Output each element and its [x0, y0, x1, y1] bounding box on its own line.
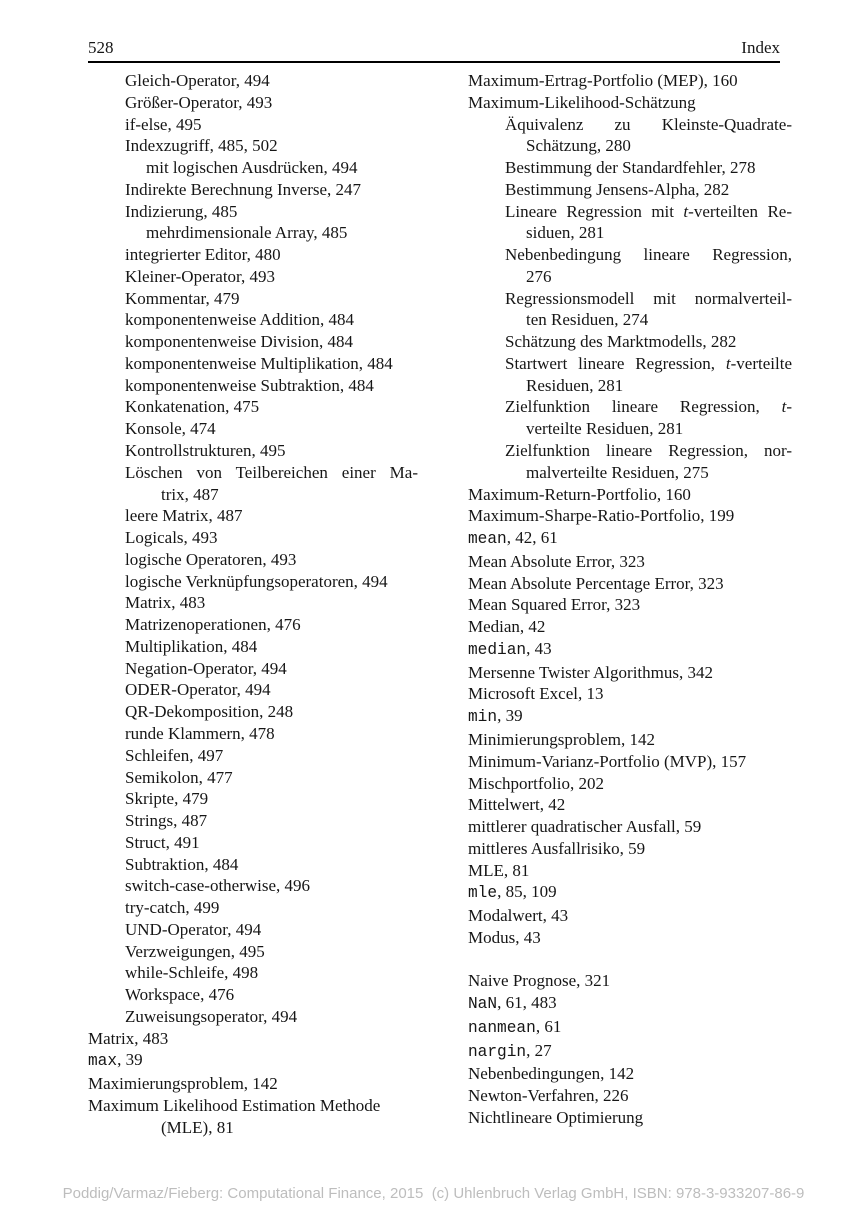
- index-line: [88, 1028, 418, 1050]
- index-line: [88, 636, 418, 658]
- index-entry-text: Modus, 43: [468, 927, 541, 947]
- index-line: [88, 353, 418, 375]
- index-entry-text: -verteilten Re-: [688, 201, 792, 221]
- index-line: [468, 1085, 792, 1107]
- watermark-footer: Poddig/Varmaz/Fieberg: Computational Finance, 2015 (c) Uhlenbruch Verlag GmbH, ISBN: 978-3-933207-86-9: [62, 1185, 805, 1202]
- index-line: [88, 70, 418, 92]
- index-entry-text: Residuen, 281: [526, 375, 624, 395]
- index-line: [88, 266, 418, 288]
- index-entry-text: Startwert lineare Regression,: [505, 353, 726, 373]
- index-line: [88, 875, 418, 897]
- index-entry-text: mit logischen Ausdrücken, 494: [146, 158, 358, 178]
- index-line: [88, 658, 418, 680]
- index-line: [88, 309, 418, 331]
- index-line: [468, 1016, 792, 1040]
- index-entry-text: Zielfunktion lineare Regression, nor-: [505, 441, 792, 461]
- index-entry-text: try-catch, 499: [125, 898, 220, 918]
- index-entry-text: Größer-Operator, 493: [125, 92, 273, 112]
- index-line: [468, 881, 792, 905]
- index-entry-text: Kommentar, 479: [125, 288, 240, 308]
- index-entry-text: MLE, 81: [468, 860, 530, 880]
- index-line: [88, 157, 418, 179]
- index-entry-text: Minimum-Varianz-Portfolio (MVP), 157: [468, 751, 747, 771]
- index-line: [468, 970, 792, 992]
- index-entry-text: Zielfunktion lineare Regression,: [505, 397, 782, 417]
- index-line: [468, 309, 792, 331]
- index-line: [88, 462, 418, 484]
- index-line: [88, 418, 418, 440]
- index-entry-text: Matrizenoperationen, 476: [125, 615, 301, 635]
- index-line: [468, 729, 792, 751]
- index-line: [88, 1117, 418, 1139]
- index-line: [468, 114, 792, 136]
- index-column-left: [88, 70, 418, 1139]
- index-line: [468, 594, 792, 616]
- index-line: [468, 662, 792, 684]
- index-line: [468, 396, 792, 418]
- index-entry-text: Indizierung, 485: [125, 201, 238, 221]
- index-entry-text: Mischportfolio, 202: [468, 773, 604, 793]
- index-entry-text: t: [725, 353, 731, 373]
- index-entry-text: , 27: [526, 1040, 552, 1060]
- index-line: [88, 1073, 418, 1095]
- code-term: mle: [468, 884, 498, 903]
- index-line: [468, 266, 792, 288]
- index-line: [468, 905, 792, 927]
- index-entry-text: Schätzung, 280: [526, 136, 631, 156]
- index-entry-text: Bestimmung der Standardfehler, 278: [505, 158, 756, 178]
- index-entry-text: Nichtlineare Optimierung: [468, 1107, 644, 1127]
- index-entry-text: , 39: [117, 1050, 143, 1070]
- index-entry-text: komponentenweise Addition, 484: [125, 310, 355, 330]
- index-line: [88, 941, 418, 963]
- index-line: [88, 788, 418, 810]
- index-line: [88, 592, 418, 614]
- index-line: [88, 1006, 418, 1028]
- index-line: [88, 484, 418, 506]
- index-line: [468, 70, 792, 92]
- index-line: [468, 794, 792, 816]
- index-entry-text: Löschen von Teilbereichen einer Ma-: [125, 462, 418, 482]
- index-line: [88, 679, 418, 701]
- index-entry-text: Gleich-Operator, 494: [125, 71, 270, 90]
- index-entry-text: Mersenne Twister Algorithmus, 342: [468, 662, 713, 682]
- index-entry-text: Konsole, 474: [125, 419, 216, 439]
- index-entry-text: mittlerer quadratischer Ausfall, 59: [468, 817, 702, 837]
- index-entry-text: Maximum Likelihood Estimation Methode: [88, 1095, 381, 1115]
- index-line: [88, 135, 418, 157]
- index-entry-text: komponentenweise Multiplikation, 484: [125, 353, 393, 373]
- code-term: nargin: [468, 1042, 527, 1061]
- index-line: [88, 396, 418, 418]
- index-line: [88, 984, 418, 1006]
- index-line: [88, 614, 418, 636]
- index-line: [88, 505, 418, 527]
- index-entry-text: Äquivalenz zu Kleinste-Quadrate-: [505, 114, 792, 134]
- index-entry-text: Subtraktion, 484: [125, 854, 239, 874]
- index-entry-text: runde Klammern, 478: [125, 723, 275, 743]
- index-entry-text: QR-Dekomposition, 248: [125, 702, 294, 722]
- index-line: [88, 179, 418, 201]
- index-line: [88, 723, 418, 745]
- index-line: [468, 288, 792, 310]
- index-line: [468, 527, 792, 551]
- index-line: [468, 201, 792, 223]
- index-entry-text: mehrdimensionale Array, 485: [146, 223, 348, 243]
- index-entry-text: leere Matrix, 487: [125, 506, 243, 526]
- index-line: [468, 1040, 792, 1064]
- index-line: [468, 353, 792, 375]
- index-entry-text: ODER-Operator, 494: [125, 680, 271, 700]
- index-line: [88, 331, 418, 353]
- index-line: [468, 992, 792, 1016]
- index-entry-text: Negation-Operator, 494: [125, 658, 287, 678]
- index-entry-text: Naive Prognose, 321: [468, 971, 611, 991]
- index-entry-text: Skripte, 479: [125, 789, 209, 809]
- header-rule: [88, 61, 780, 63]
- index-line: [468, 222, 792, 244]
- index-entry-text: Nebenbedingung lineare Regression,: [505, 245, 792, 265]
- code-term: mean: [468, 530, 507, 549]
- code-term: max: [88, 1052, 118, 1071]
- index-entry-text: , 85, 109: [497, 882, 557, 902]
- index-entry-text: Bestimmung Jensens-Alpha, 282: [505, 179, 730, 199]
- index-line: [88, 919, 418, 941]
- index-line: [468, 1063, 792, 1085]
- index-entry-text: Minimierungsproblem, 142: [468, 729, 655, 749]
- index-entry-text: Schleifen, 497: [125, 745, 224, 765]
- index-entry-text: Workspace, 476: [125, 985, 235, 1005]
- index-line: [88, 1095, 418, 1117]
- index-line: [88, 527, 418, 549]
- index-entry-text: UND-Operator, 494: [125, 919, 262, 939]
- index-entry-text: trix, 487: [161, 484, 219, 504]
- index-line: [468, 484, 792, 506]
- index-entry-text: logische Operatoren, 493: [125, 549, 297, 569]
- index-entry-text: if-else, 495: [125, 114, 202, 134]
- index-entry-text: Konkatenation, 475: [125, 397, 260, 417]
- index-entry-text: Verzweigungen, 495: [125, 941, 265, 961]
- index-line: [88, 701, 418, 723]
- index-line: [88, 571, 418, 593]
- index-line: [88, 201, 418, 223]
- index-entry-text: Mean Absolute Percentage Error, 323: [468, 573, 724, 593]
- index-line: [88, 375, 418, 397]
- code-term: nanmean: [468, 1018, 536, 1037]
- index-entry-text: Logicals, 493: [125, 528, 218, 548]
- index-entry-text: while-Schleife, 498: [125, 963, 259, 983]
- index-entry-text: Kleiner-Operator, 493: [125, 266, 276, 286]
- index-line: [468, 773, 792, 795]
- index-line: [468, 838, 792, 860]
- index-line: [88, 288, 418, 310]
- index-line: [88, 962, 418, 984]
- index-line: [88, 222, 418, 244]
- index-line: [88, 745, 418, 767]
- index-entry-text: Maximum-Return-Portfolio, 160: [468, 484, 691, 504]
- index-entry-text: Multiplikation, 484: [125, 636, 258, 656]
- index-entry-text: Maximum-Ertrag-Portfolio (MEP), 160: [468, 71, 738, 90]
- index-entry-text: komponentenweise Subtraktion, 484: [125, 375, 374, 395]
- index-entry-text: Modalwert, 43: [468, 906, 569, 926]
- index-entry-text: , 61: [535, 1016, 562, 1036]
- index-entry-text: 276: [526, 266, 552, 286]
- blank-line: [468, 949, 792, 971]
- index-line: [468, 440, 792, 462]
- index-line: [88, 832, 418, 854]
- index-entry-text: Newton-Verfahren, 226: [468, 1086, 629, 1106]
- index-line: [468, 751, 792, 773]
- index-line: [468, 573, 792, 595]
- index-line: [468, 551, 792, 573]
- index-entry-text: , 61, 483: [497, 993, 557, 1013]
- index-entry-text: Matrix, 483: [125, 593, 206, 613]
- code-term: NaN: [468, 995, 498, 1014]
- index-entry-text: logische Verknüpfungsoperatoren, 494: [125, 571, 388, 591]
- index-entry-text: Mean Squared Error, 323: [468, 595, 641, 615]
- index-entry-text: siduen, 281: [526, 223, 605, 243]
- index-entry-text: ten Residuen, 274: [526, 310, 649, 330]
- page-number: 528: [88, 38, 114, 57]
- page-header: [88, 39, 780, 56]
- index-line: [88, 549, 418, 571]
- index-entry-text: Matrix, 483: [88, 1028, 169, 1048]
- index-entry-text: , 39: [497, 706, 523, 726]
- index-entry-text: t: [683, 201, 689, 221]
- index-entry-text: Maximierungsproblem, 142: [88, 1074, 278, 1094]
- index-entry-text: , 42, 61: [506, 528, 558, 548]
- index-entry-text: t: [781, 397, 787, 417]
- index-entry-text: -: [786, 397, 792, 417]
- index-entry-text: switch-case-otherwise, 496: [125, 876, 311, 896]
- index-entry-text: Schätzung des Marktmodells, 282: [505, 332, 737, 352]
- code-term: min: [468, 708, 498, 727]
- index-line: [88, 440, 418, 462]
- index-entry-text: Kontrollstrukturen, 495: [125, 441, 286, 461]
- index-line: [88, 244, 418, 266]
- index-line: [88, 1049, 418, 1073]
- index-entry-text: Indexzugriff, 485, 502: [125, 136, 278, 156]
- index-entry-text: Zuweisungsoperator, 494: [125, 1006, 298, 1026]
- index-line: [468, 683, 792, 705]
- index-line: [468, 860, 792, 882]
- index-line: [88, 767, 418, 789]
- index-line: [88, 114, 418, 136]
- index-line: [468, 1107, 792, 1129]
- index-entry-text: Median, 42: [468, 617, 546, 637]
- index-entry-text: Maximum-Likelihood-Schätzung: [468, 92, 696, 112]
- header-title: Index: [741, 38, 780, 57]
- index-line: [468, 616, 792, 638]
- index-line: [468, 816, 792, 838]
- index-line: [88, 854, 418, 876]
- index-entry-text: -verteilte: [730, 353, 792, 373]
- index-line: [468, 331, 792, 353]
- index-line: [468, 705, 792, 729]
- index-entry-text: Strings, 487: [125, 811, 208, 831]
- index-entry-text: Lineare Regression mit: [505, 201, 684, 221]
- index-entry-text: Maximum-Sharpe-Ratio-Portfolio, 199: [468, 506, 735, 526]
- index-line: [468, 505, 792, 527]
- index-entry-text: Mean Absolute Error, 323: [468, 551, 645, 571]
- index-line: [468, 375, 792, 397]
- index-entry-text: (MLE), 81: [161, 1117, 234, 1137]
- index-entry-text: Indirekte Berechnung Inverse, 247: [125, 179, 362, 199]
- index-line: [88, 92, 418, 114]
- index-line: [468, 462, 792, 484]
- index-line: [468, 157, 792, 179]
- index-entry-text: , 43: [526, 638, 552, 658]
- index-line: [468, 638, 792, 662]
- index-line: [468, 135, 792, 157]
- index-line: [88, 897, 418, 919]
- index-line: [468, 179, 792, 201]
- index-entry-text: Regressionsmodell mit normalverteil-: [505, 288, 792, 308]
- index-line: [468, 92, 792, 114]
- index-column-right: [468, 70, 792, 1129]
- index-entry-text: Microsoft Excel, 13: [468, 684, 604, 704]
- index-entry-text: mittleres Ausfallrisiko, 59: [468, 838, 646, 858]
- index-entry-text: integrierter Editor, 480: [125, 245, 281, 265]
- index-entry-text: malverteilte Residuen, 275: [526, 462, 709, 482]
- index-entry-text: Mittelwert, 42: [468, 795, 566, 815]
- index-line: [468, 418, 792, 440]
- index-entry-text: Nebenbedingungen, 142: [468, 1064, 635, 1084]
- index-line: [468, 244, 792, 266]
- index-entry-text: verteilte Residuen, 281: [526, 419, 684, 439]
- index-entry-text: Struct, 491: [125, 832, 200, 852]
- index-line: [468, 927, 792, 949]
- index-line: [88, 810, 418, 832]
- code-term: median: [468, 640, 527, 659]
- index-entry-text: komponentenweise Division, 484: [125, 332, 354, 352]
- index-entry-text: Semikolon, 477: [125, 767, 233, 787]
